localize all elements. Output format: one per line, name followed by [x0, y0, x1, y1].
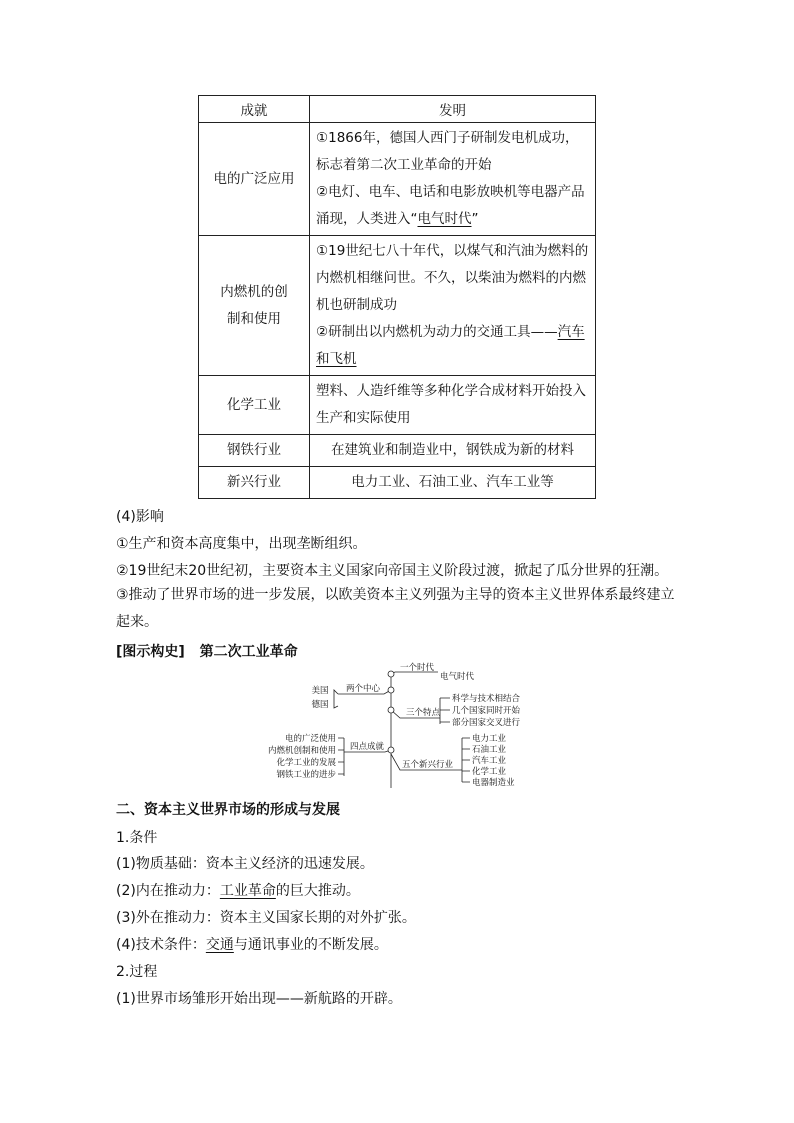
diagram-center-item: 美国 — [311, 686, 329, 696]
table-row — [199, 236, 596, 376]
diagram-industry-item: 电力工业 — [472, 734, 507, 744]
diagram-era-label: 一个时代 — [400, 663, 435, 673]
condition-item — [116, 881, 360, 901]
diagram-node — [388, 747, 394, 753]
diagram-achievements-label: 四点成就 — [350, 742, 385, 752]
table-header-invention: 发明 — [310, 96, 596, 123]
diagram-era-value: 电气时代 — [440, 672, 475, 682]
table-header-row — [199, 96, 596, 123]
table-row — [199, 376, 596, 435]
condition-text: 与通讯事业的不断发展。 — [233, 937, 388, 953]
diagram-industries-label: 五个新兴行业 — [402, 760, 454, 770]
diagram-achievement-item: 内燃机创制和使用 — [267, 746, 336, 756]
invention-item — [316, 179, 589, 233]
diagram-node — [388, 687, 394, 693]
condition-text: (2)内在推动力： — [116, 883, 220, 899]
condition-item — [116, 935, 388, 955]
diagram-center-item: 德国 — [311, 700, 329, 710]
table-cell-achievement: 电的广泛应用 — [199, 123, 310, 236]
section-title: 二、资本主义世界市场的形成与发展 — [116, 802, 340, 818]
underlined-term: 电气时代 — [417, 211, 472, 227]
diagram-node — [388, 671, 394, 677]
diagram-feature-item: 几个国家同时开始 — [452, 706, 521, 716]
table-cell-invention: 塑料、人造纤维等多种化学合成材料开始投入生产和实际使用 — [310, 376, 596, 435]
table-cell-achievement: 化学工业 — [199, 376, 310, 435]
diagram-industry-item: 电器制造业 — [472, 778, 515, 788]
table-row — [199, 467, 596, 499]
invention-item — [316, 319, 589, 373]
subsection-heading: 1.条件 — [116, 830, 158, 846]
underlined-term: 交通 — [205, 937, 234, 953]
diagram-heading-bracket: [图示构史] — [116, 644, 185, 660]
diagram-node — [388, 707, 394, 713]
underlined-term: 工业革命 — [219, 883, 276, 899]
table-row — [199, 123, 596, 236]
condition-text: 的巨大推动。 — [275, 883, 360, 899]
underlined-term: 汽车和飞机 — [316, 324, 585, 367]
impact-item: ③推动了世界市场的进一步发展，以欧美资本主义列强为主导的资本主义世界体系最终建立起来。 — [116, 587, 675, 630]
table-cell-invention — [310, 123, 596, 236]
condition-item: (1)物质基础：资本主义经济的迅速发展。 — [116, 856, 374, 872]
invention-item: ①1866年，德国人西门子研制发电机成功，标志着第二次工业革命的开始 — [316, 130, 579, 173]
industrial-revolution-diagram — [250, 660, 550, 792]
invention-item: ①19世纪七八十年代，以煤气和汽油为燃料的内燃机相继问世。不久，以柴油为燃料的内燃机也研制成功 — [316, 243, 589, 313]
diagram-feature-item: 部分国家交叉进行 — [452, 718, 521, 728]
table-row — [199, 435, 596, 467]
diagram-industry-item: 汽车工业 — [472, 756, 507, 766]
diagram-features-label: 三个特点 — [406, 708, 441, 718]
invention-text: ②研制出以内燃机为动力的交通工具—— — [316, 324, 558, 340]
subsection-heading: 2.过程 — [116, 964, 158, 980]
invention-text: ②电灯、电车、电话和电影放映机等电器产品涌现，人类进入“ — [316, 184, 585, 227]
diagram-heading — [116, 642, 298, 662]
condition-text: (4)技术条件： — [116, 937, 206, 953]
table-cell-invention: 在建筑业和制造业中，钢铁成为新的材料 — [310, 435, 596, 467]
table-cell-achievement: 钢铁行业 — [199, 435, 310, 467]
table-cell-invention — [310, 236, 596, 376]
condition-item: (3)外在推动力：资本主义国家长期的对外扩张。 — [116, 910, 416, 926]
invention-text: ” — [471, 211, 479, 227]
diagram-achievement-item: 电的广泛使用 — [284, 734, 336, 744]
achievement-line: 制和使用 — [227, 310, 281, 327]
diagram-industry-item: 石油工业 — [472, 745, 507, 755]
diagram-heading-title: 第二次工业革命 — [199, 644, 298, 660]
diagram-industry-item: 化学工业 — [472, 767, 507, 777]
impact-item: ②19世纪末20世纪初，主要资本主义国家向帝国主义阶段过渡，掀起了瓜分世界的狂潮。 — [116, 563, 669, 579]
table-header-achievement: 成就 — [199, 96, 310, 123]
achievements-table — [198, 95, 596, 499]
process-item: (1)世界市场雏形开始出现——新航路的开辟。 — [116, 991, 402, 1007]
table-cell-invention: 电力工业、石油工业、汽车工业等 — [310, 467, 596, 499]
impact-heading: (4)影响 — [116, 509, 164, 525]
achievement-line: 内燃机的创 — [220, 283, 288, 300]
diagram-achievement-item: 化学工业的发展 — [276, 758, 336, 768]
diagram-feature-item: 科学与技术相结合 — [452, 694, 521, 704]
table-cell-achievement — [199, 236, 310, 376]
table-cell-achievement: 新兴行业 — [199, 467, 310, 499]
impact-item: ①生产和资本高度集中，出现垄断组织。 — [116, 536, 367, 552]
diagram-center-label: 两个中心 — [346, 684, 381, 694]
diagram-achievement-item: 钢铁工业的进步 — [276, 770, 336, 780]
